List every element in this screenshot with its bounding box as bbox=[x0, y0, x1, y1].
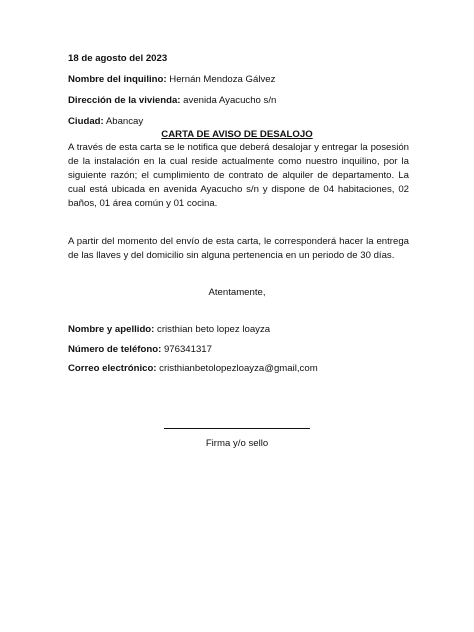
email-label: Correo electrónico: bbox=[68, 363, 157, 374]
sender-name-label: Nombre y apellido: bbox=[68, 324, 155, 335]
email-value: cristhianbetolopezloayza@gmail,com bbox=[156, 363, 318, 374]
phone-line bbox=[68, 343, 212, 357]
email-line bbox=[68, 362, 318, 376]
tenant-label: Nombre del inquilino: bbox=[68, 74, 167, 85]
phone-value: 976341317 bbox=[161, 344, 212, 355]
tenant-line bbox=[68, 73, 275, 87]
letter-title: CARTA DE AVISO DE DESALOJO bbox=[161, 129, 313, 140]
address-label: Dirección de la vivienda: bbox=[68, 95, 181, 106]
signature-label: Firma y/o sello bbox=[205, 438, 269, 449]
city-label: Ciudad: bbox=[68, 116, 104, 127]
city-value: Abancay bbox=[103, 116, 144, 127]
signature-line bbox=[164, 428, 310, 429]
closing-text: Atentamente, bbox=[208, 287, 266, 298]
phone-label: Número de teléfono: bbox=[68, 344, 162, 355]
paragraph-deadline: A partir del momento del envío de esta carta, le corresponderá hacer la entrega de las llaves y del domicilio sin alguna pertenencia en un periodo de 30 días. bbox=[68, 236, 409, 261]
address-value: avenida Ayacucho s/n bbox=[180, 95, 277, 106]
sender-name-line bbox=[68, 323, 270, 337]
sender-name-value: cristhian beto lopez loayza bbox=[154, 324, 271, 335]
tenant-value: Hernán Mendoza Gálvez bbox=[166, 74, 276, 85]
letter-date: 18 de agosto del 2023 bbox=[68, 53, 168, 64]
address-line bbox=[68, 94, 276, 108]
paragraph-notice: A través de esta carta se le notifica que deberá desalojar y entregar la posesión de la instalación en la cual reside actualmente como nuestro inquilino, por la siguiente razón; el cumplimiento de contrato de alquiler de departamento. La cual está ubicada en avenida Ayacucho s/n y dispone de 04 habitaciones, 02 baños, 01 área común y 01 cocina. bbox=[68, 142, 409, 209]
city-line bbox=[68, 115, 143, 129]
